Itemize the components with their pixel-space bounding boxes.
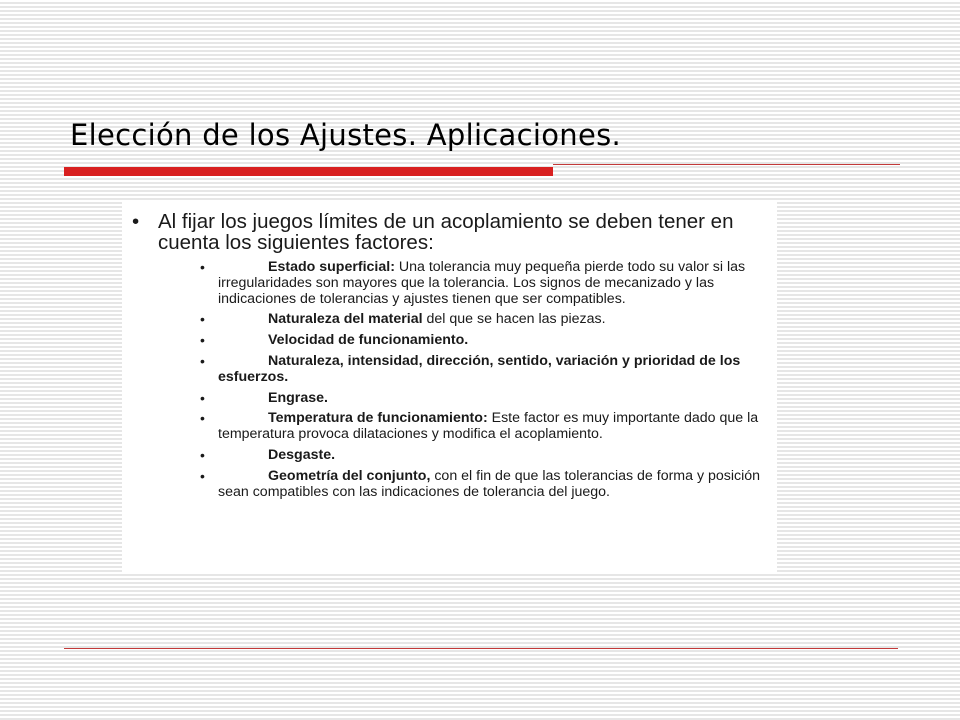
intro-bullet bbox=[132, 211, 772, 253]
footer-rule bbox=[64, 648, 898, 649]
factor-text: Este factor es muy importante dado que la temperatura provoca dilataciones y modifica el acoplamiento. bbox=[218, 410, 759, 443]
factor-term: Naturaleza del material bbox=[268, 311, 423, 328]
bullet-dot-icon: • bbox=[200, 352, 205, 369]
list-item bbox=[200, 260, 770, 307]
list-item bbox=[200, 411, 770, 443]
factor-text: Una tolerancia muy pequeña pierde todo su valor si las irregularidades son mayores que la tolerancia. Los signos de mecanizado y las indicaciones de tolerancias y ajustes tienen que ser compatibles. bbox=[218, 259, 746, 307]
factor-term: Naturaleza, intensidad, dirección, sentido, variación y prioridad de los esfuerzos. bbox=[218, 352, 741, 385]
list-item bbox=[200, 448, 770, 464]
list-item bbox=[200, 354, 770, 386]
factor-list bbox=[200, 260, 770, 505]
title-underline-bar bbox=[64, 167, 553, 176]
bullet-dot-icon: • bbox=[200, 467, 205, 484]
factor-term: Geometría del conjunto, bbox=[268, 467, 431, 484]
bullet-dot-icon: • bbox=[200, 410, 205, 427]
list-item bbox=[200, 391, 770, 407]
factor-text: del que se hacen las piezas. bbox=[422, 311, 606, 328]
factor-term: Velocidad de funcionamiento. bbox=[268, 332, 469, 349]
bullet-dot-icon: • bbox=[200, 259, 205, 275]
factor-text: con el fin de que las tolerancias de forma y posición sean compatibles con las indicaciones de tolerancia del juego. bbox=[218, 467, 761, 500]
list-item bbox=[200, 333, 770, 349]
factor-term: Desgaste. bbox=[268, 446, 336, 463]
bullet-dot-icon: • bbox=[132, 210, 140, 233]
list-item bbox=[200, 469, 770, 501]
factor-term: Temperatura de funcionamiento: bbox=[268, 410, 488, 427]
slide-title: Elección de los Ajustes. Aplicaciones. bbox=[70, 118, 622, 152]
bullet-dot-icon: • bbox=[200, 332, 205, 349]
bullet-dot-icon: • bbox=[200, 311, 205, 328]
content-image-panel bbox=[122, 201, 777, 574]
factor-term: Engrase. bbox=[268, 389, 328, 406]
bullet-dot-icon: • bbox=[200, 389, 205, 406]
bullet-dot-icon: • bbox=[200, 446, 205, 463]
factor-term: Estado superficial: bbox=[268, 259, 395, 275]
title-underline-thin bbox=[553, 164, 900, 165]
list-item bbox=[200, 312, 770, 328]
intro-text: Al fijar los juegos límites de un acoplamiento se deben tener en cuenta los siguientes factores: bbox=[158, 210, 734, 254]
